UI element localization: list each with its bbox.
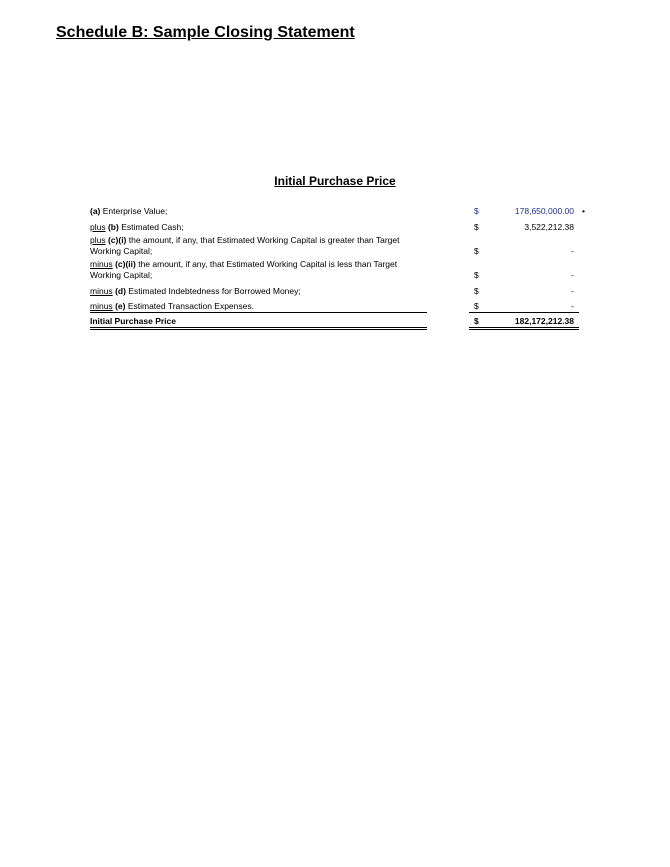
subtotal-rule-amount (469, 312, 579, 313)
row-prefix: minus (90, 301, 113, 311)
row-text: Estimated Cash; (121, 222, 184, 232)
row-prefix: minus (90, 286, 113, 296)
row-text: the amount, if any, that Estimated Working Capital is less than Target (138, 259, 398, 269)
row-letter: (d) (115, 286, 126, 296)
row-text-continued: Working Capital; (90, 246, 153, 256)
row-prefix: plus (90, 222, 106, 232)
row-text: Estimated Transaction Expenses. (127, 301, 254, 311)
row-amount: - (571, 301, 574, 311)
marker-dot: • (582, 206, 585, 216)
row-text: the amount, if any, that Estimated Working Capital is greater than Target (128, 235, 400, 245)
row-label (90, 286, 420, 297)
row-amount: - (571, 246, 574, 256)
row-text-continued: Working Capital; (90, 270, 153, 280)
row-letter: (e) (115, 301, 126, 311)
row-label (90, 222, 420, 233)
currency-symbol: $ (474, 222, 479, 232)
row-letter: (a) (90, 206, 101, 216)
row-prefix: minus (90, 259, 113, 269)
row-amount: 178,650,000.00 (514, 206, 574, 216)
total-amount-double-rule-top (469, 327, 579, 328)
row-letter: (b) (107, 222, 119, 232)
currency-symbol: $ (474, 206, 479, 216)
currency-symbol: $ (474, 270, 479, 280)
subtotal-rule (90, 312, 427, 313)
currency-symbol: $ (474, 286, 479, 296)
row-text: Estimated Indebtedness for Borrowed Money; (128, 286, 301, 296)
total-amount: 182,172,212.38 (514, 316, 574, 326)
row-prefix: plus (90, 235, 106, 245)
row-label (90, 301, 420, 312)
total-double-rule-bottom (90, 329, 427, 330)
section-title: Initial Purchase Price (274, 174, 396, 188)
currency-symbol: $ (474, 316, 479, 326)
row-label (90, 206, 420, 217)
row-amount: 3,522,212.38 (524, 222, 574, 232)
currency-symbol: $ (474, 246, 479, 256)
row-amount: - (571, 270, 574, 280)
row-amount: - (571, 286, 574, 296)
row-label (90, 235, 420, 257)
row-label (90, 259, 420, 281)
total-label: Initial Purchase Price (90, 316, 176, 326)
total-double-rule-top (90, 327, 427, 328)
page-title: Schedule B: Sample Closing Statement (56, 24, 355, 41)
total-amount-double-rule-bottom (469, 329, 579, 330)
row-letter: (c)(i) (107, 235, 127, 245)
row-text: Enterprise Value; (102, 206, 168, 216)
currency-symbol: $ (474, 301, 479, 311)
row-letter: (c)(ii) (115, 259, 136, 269)
